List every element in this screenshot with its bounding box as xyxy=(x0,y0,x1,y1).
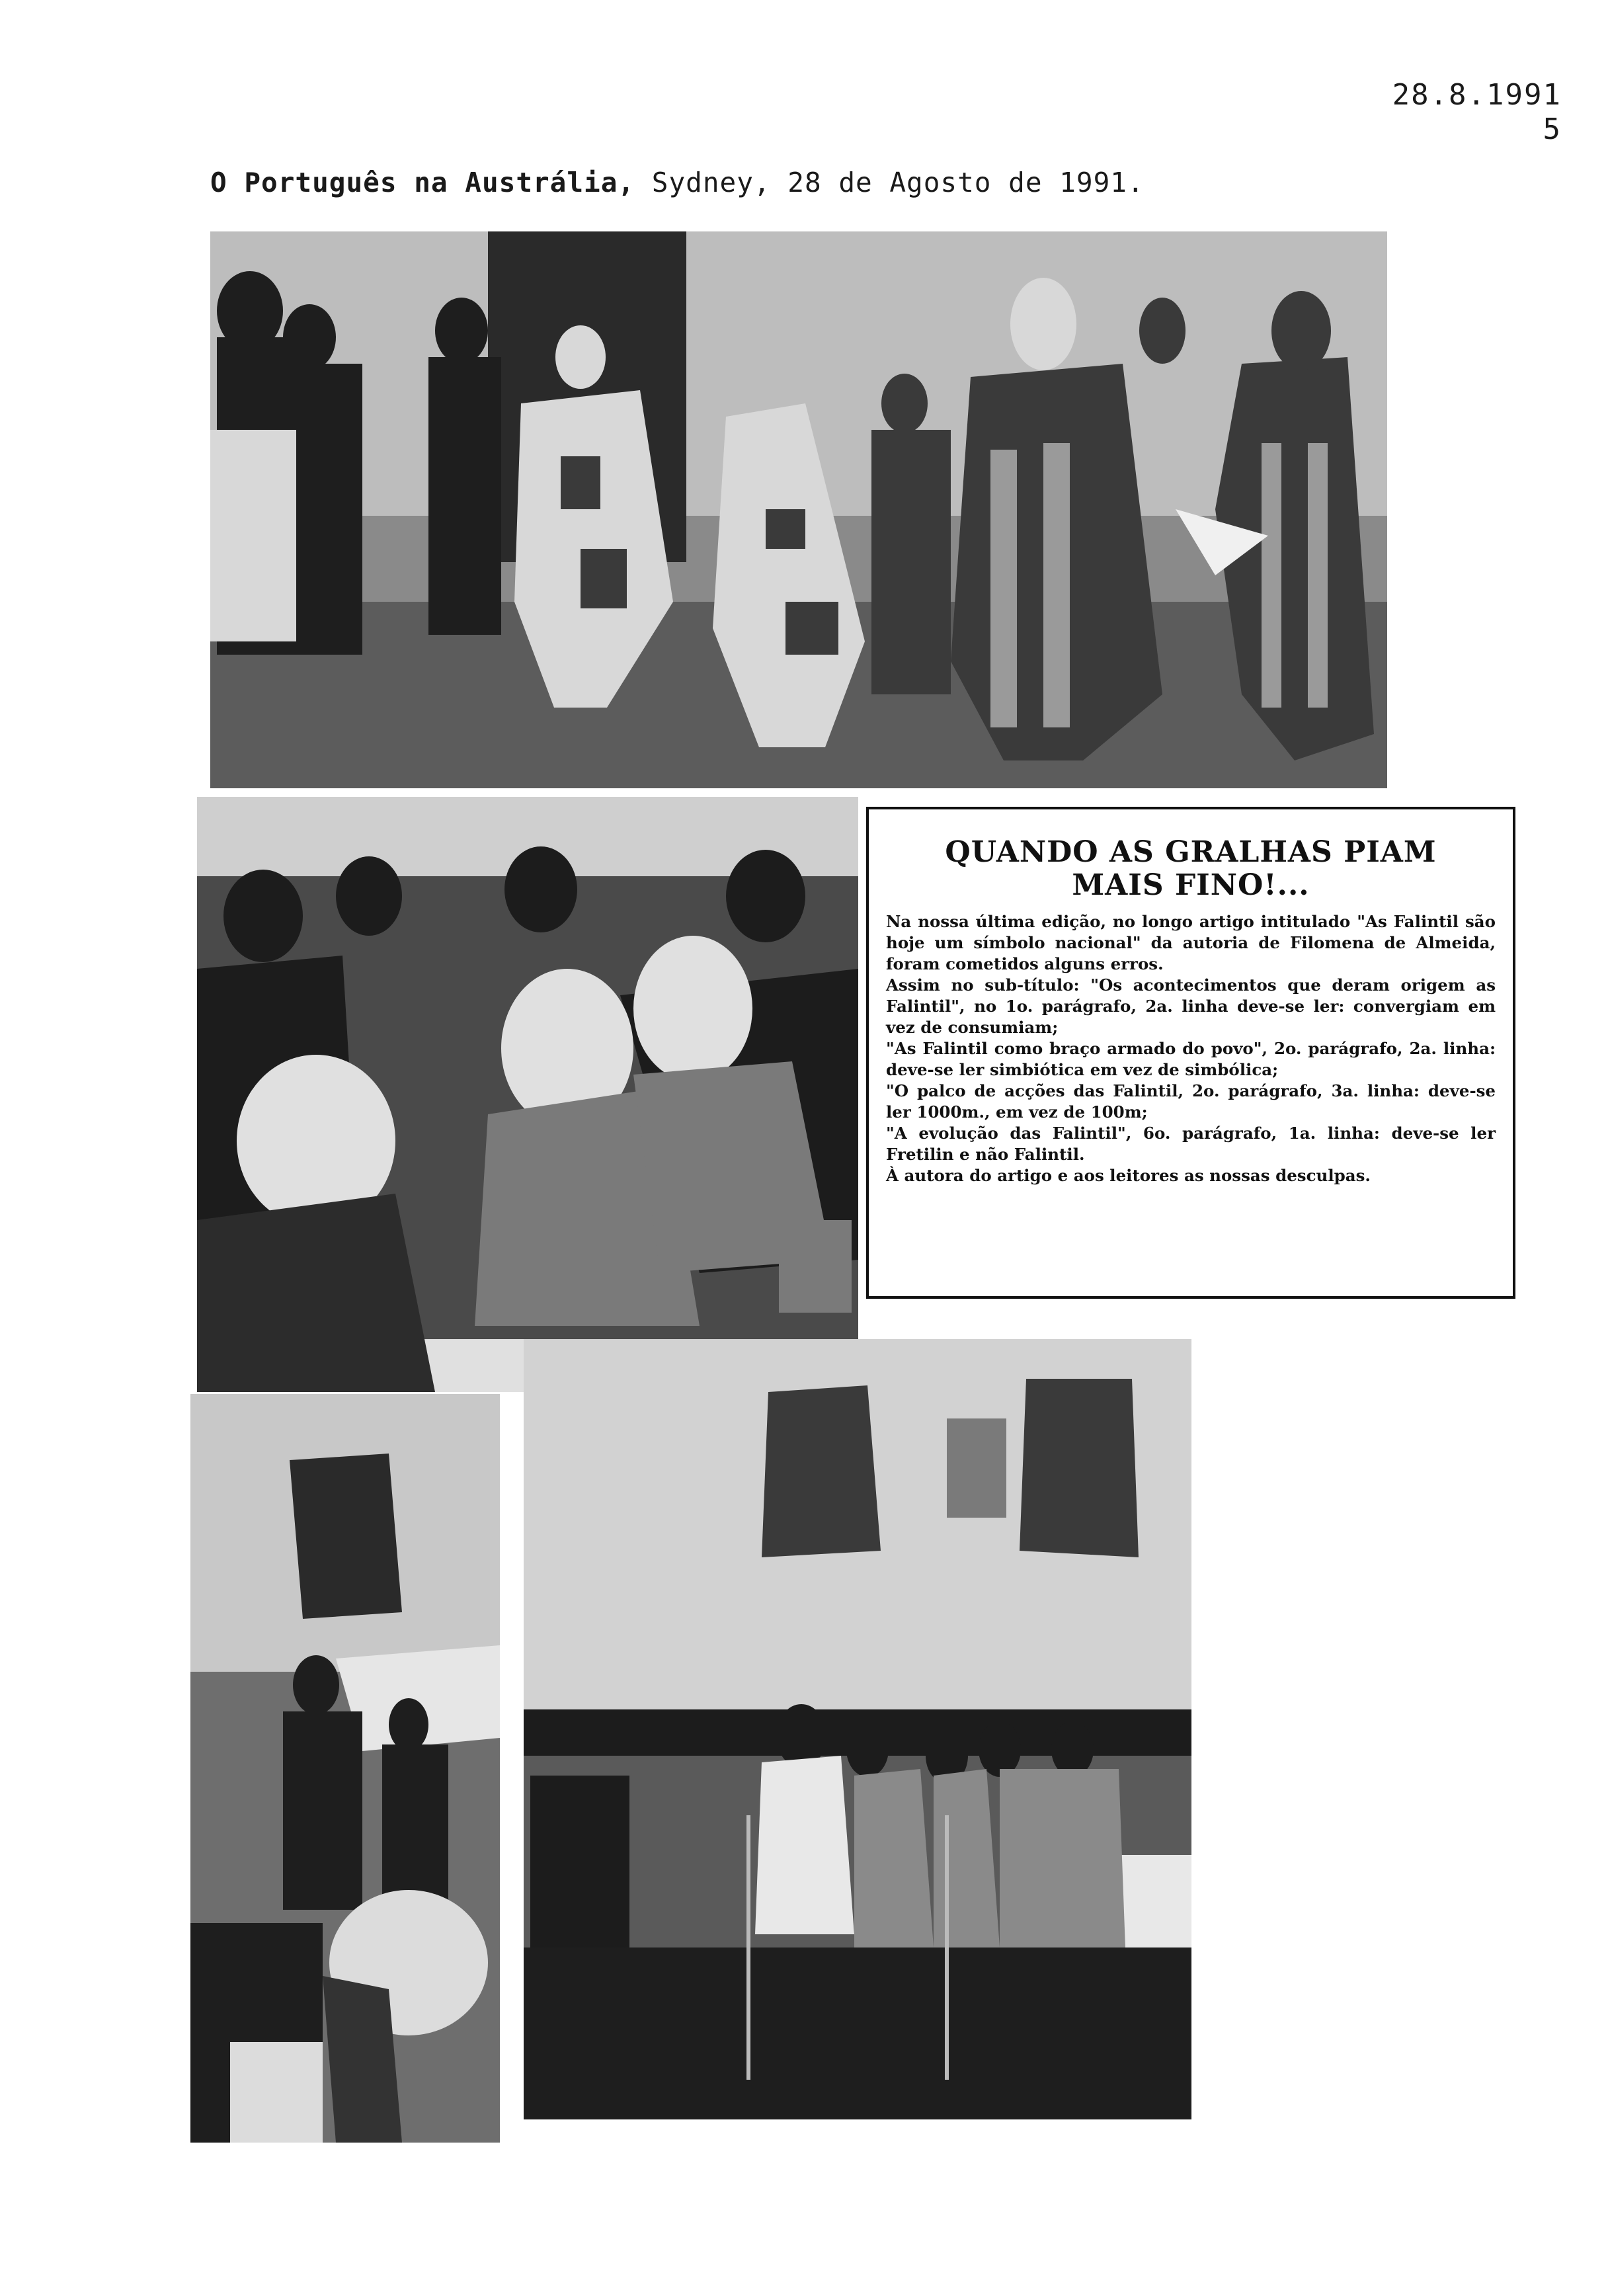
photo-dancers-graphic xyxy=(210,231,1387,788)
photo-musicians xyxy=(190,1394,500,2143)
source-citation xyxy=(210,167,1145,198)
photo-audience xyxy=(197,797,858,1392)
photo-choir-graphic xyxy=(524,1339,1191,2119)
notice-body xyxy=(886,911,1496,1186)
page-date: 28.8.1991 xyxy=(1392,78,1562,112)
notice-paragraph: "O palco de acções das Falintil, 2o. parágrafo, 3a. linha: deve-se ler 1000m., em vez de 100m; xyxy=(886,1081,1496,1122)
photo-traditional-dancers xyxy=(210,231,1387,788)
notice-title: QUANDO AS GRALHAS PIAM MAIS FINO!... xyxy=(945,835,1437,902)
publication-name: O Português na Austrália, xyxy=(210,167,635,198)
photo-choir-stage xyxy=(524,1339,1191,2119)
page-number: 5 xyxy=(1543,112,1560,146)
photo-audience-graphic xyxy=(197,797,858,1392)
notice-paragraph: Assim no sub-título: "Os acontecimentos que deram origem as Falintil", no 1o. parágrafo, 2a. linha deve-se ler: convergiam em vez de consumiam; xyxy=(886,975,1496,1037)
photo-musicians-graphic xyxy=(190,1394,500,2143)
notice-paragraph: À autora do artigo e aos leitores as nossas desculpas. xyxy=(886,1166,1371,1185)
notice-paragraph: "A evolução das Falintil", 6o. parágrafo, 1a. linha: deve-se ler Fretilin e não Falintil. xyxy=(886,1124,1496,1164)
correction-notice xyxy=(866,807,1515,1299)
notice-paragraph: Na nossa última edição, no longo artigo intitulado "As Falintil são hoje um símbolo nacional" da autoria de Filomena de Almeida, foram cometidos alguns erros. xyxy=(886,912,1496,973)
citation-details: Sydney, 28 de Agosto de 1991. xyxy=(635,167,1145,198)
notice-paragraph: "As Falintil como braço armado do povo", 2o. parágrafo, 2a. linha: deve-se ler simbiótica em vez de simbólica; xyxy=(886,1039,1496,1079)
